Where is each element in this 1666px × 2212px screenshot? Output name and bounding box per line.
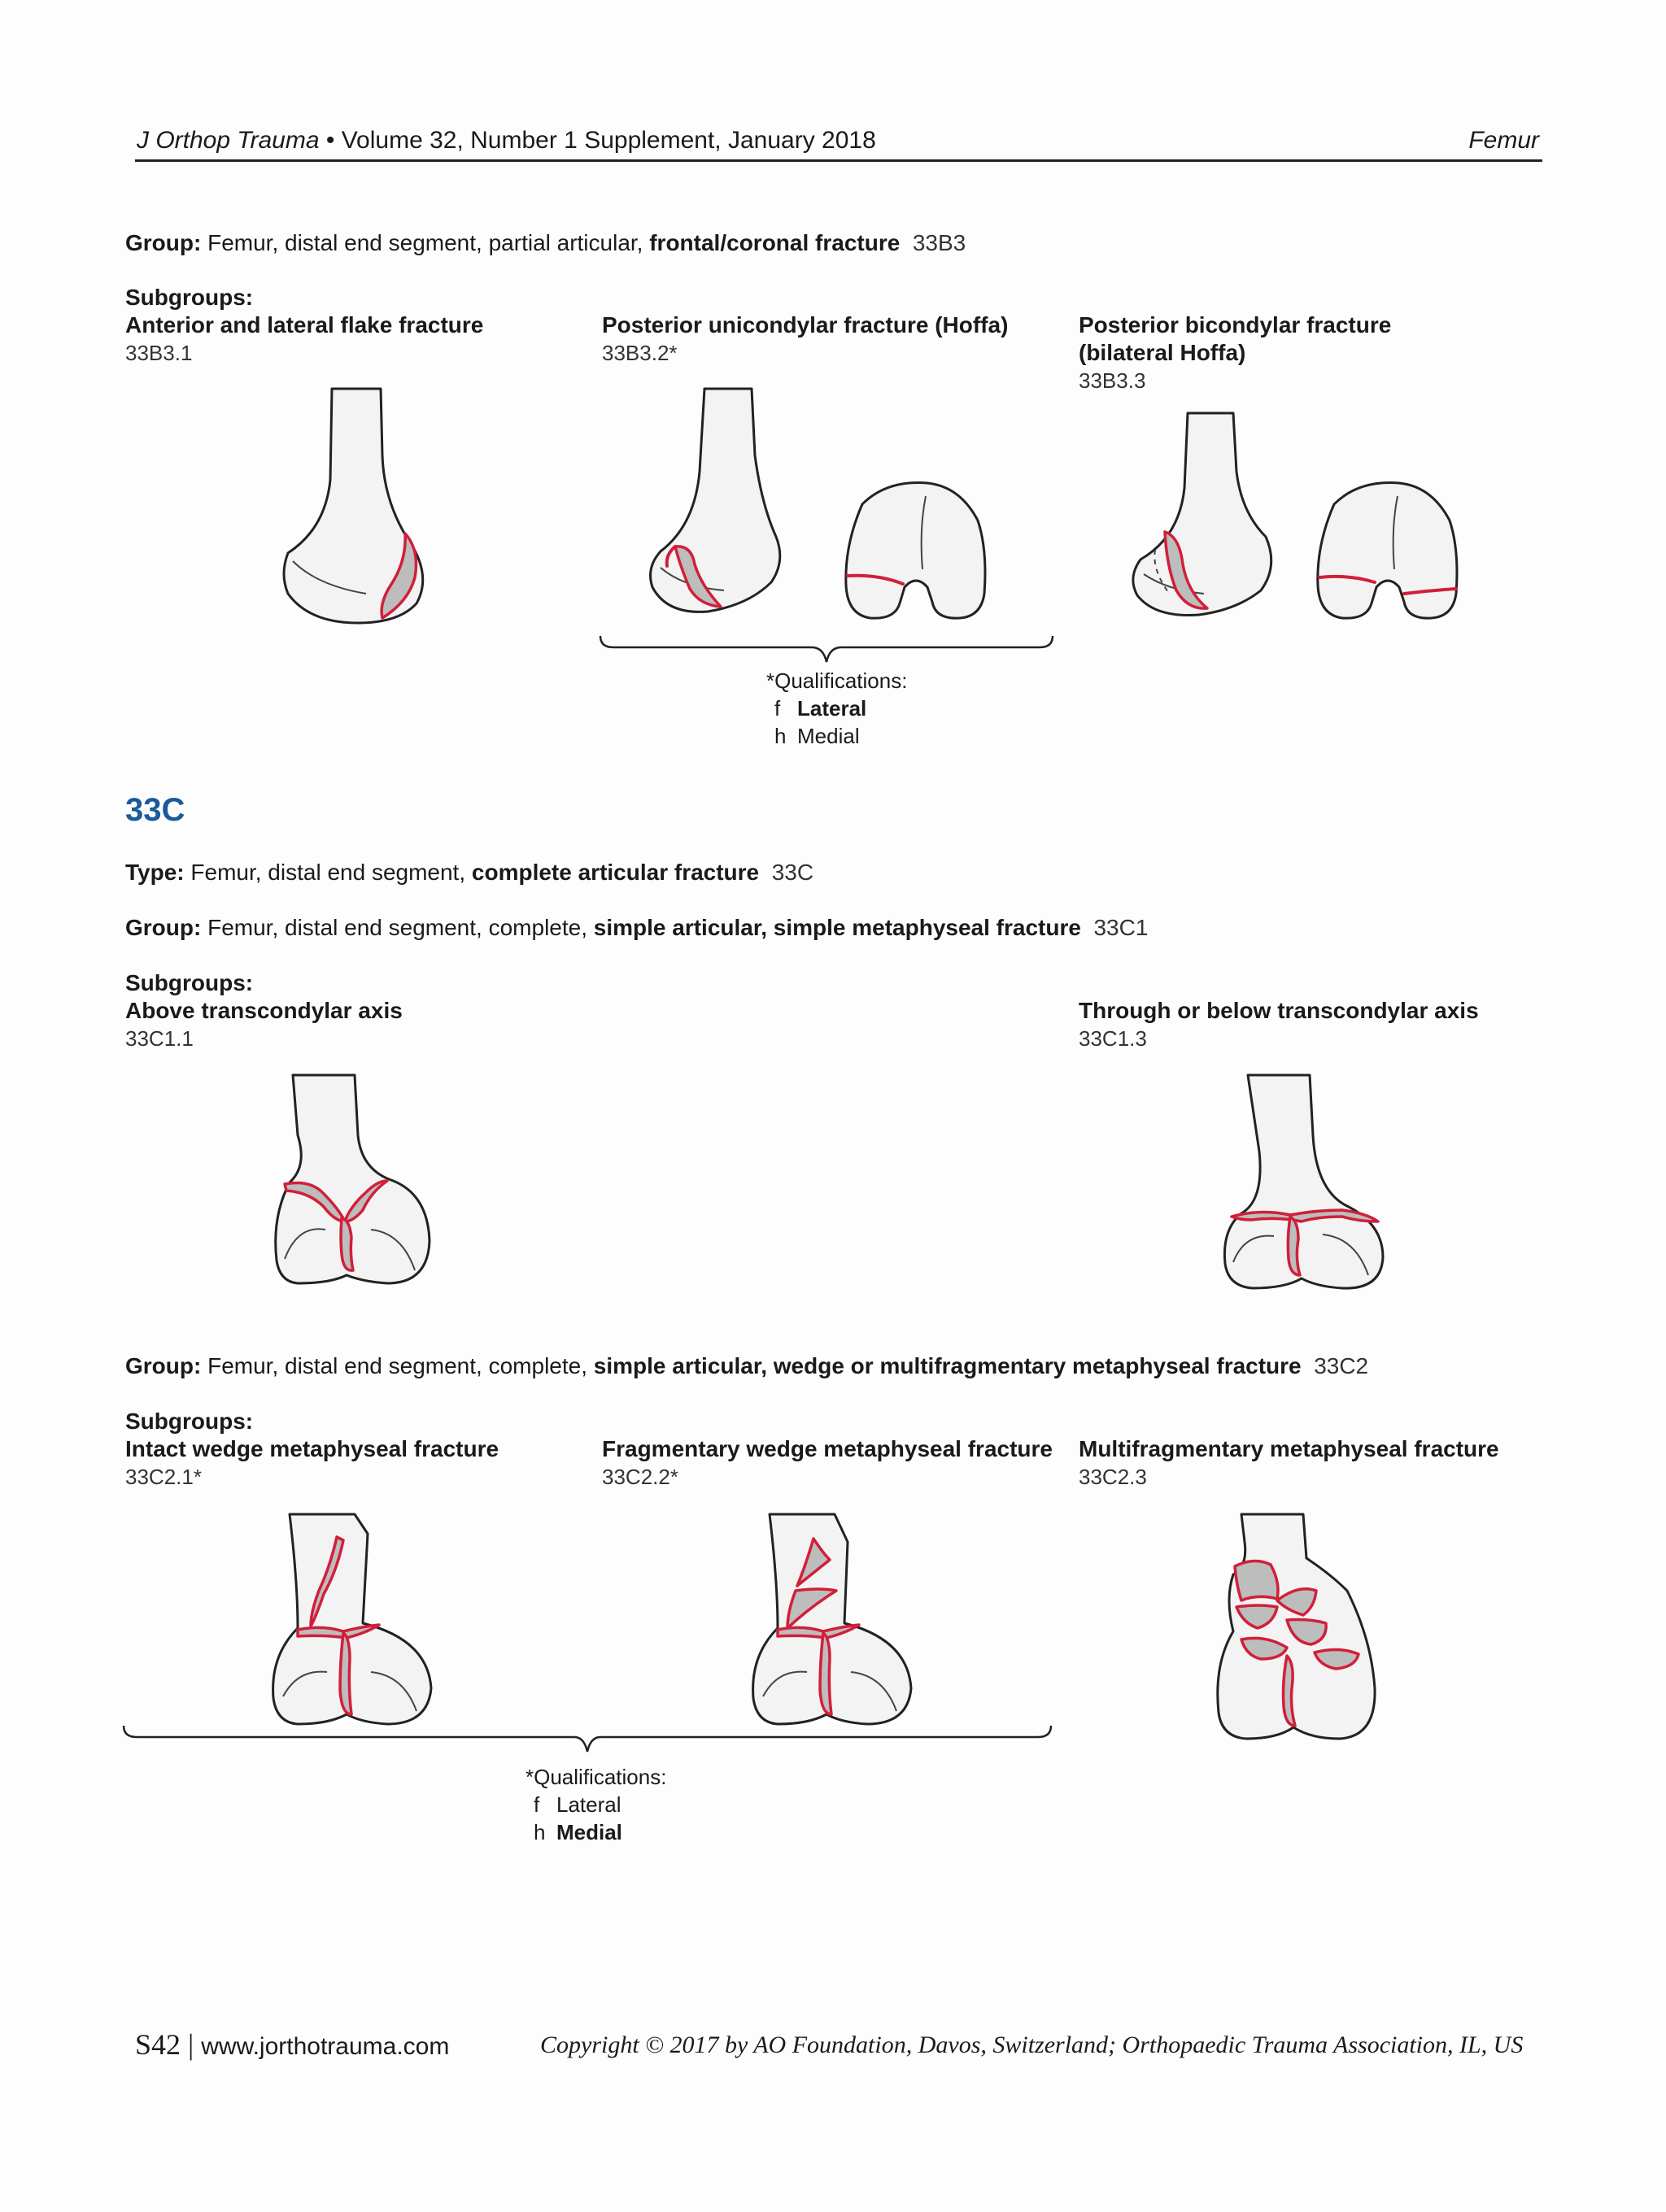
subgroup-title: Multifragmentary metaphyseal fracture [1079, 1436, 1499, 1461]
qualification-key: f [774, 696, 781, 721]
fracture-fragment-articular [340, 1633, 351, 1714]
subgroups-label: Subgroups: [125, 970, 254, 995]
subgroup-33c1-1 [125, 997, 403, 1052]
subgroup-title: Intact wedge metaphyseal fracture [125, 1436, 499, 1461]
brace-33b3-2-3 [599, 634, 1054, 667]
qualification-label: Medial [556, 1820, 622, 1844]
subgroup-code: 33C2.1* [125, 1465, 202, 1489]
section-name: Femur [1468, 127, 1539, 154]
group-code: 33C1 [1093, 915, 1149, 940]
illustration-33c2-2 [745, 1509, 924, 1737]
brace-33c2-1-2 [122, 1724, 1054, 1757]
fracture-fragment-transverse [1232, 1210, 1378, 1221]
journal-name: J Orthop Trauma [137, 127, 320, 154]
illustration-33b3-2-posterior [838, 472, 992, 626]
qualification-label: Lateral [797, 696, 867, 721]
qualification-lateral [766, 695, 907, 722]
qualification-medial [766, 722, 907, 750]
journal-issue: • Volume 32, Number 1 Supplement, January 2018 [319, 127, 876, 154]
group-label: Group: [125, 230, 202, 255]
footer-page-info [135, 2027, 449, 2062]
qualification-key: h [534, 1820, 546, 1844]
qualification-medial [526, 1818, 666, 1846]
illustration-33c1-3 [1212, 1070, 1399, 1298]
footer-separator: | [181, 2028, 202, 2061]
group-text: Femur, distal end segment, complete, [201, 1353, 594, 1378]
qualifications-title: *Qualifications: [766, 668, 908, 693]
illustration-33c1-1 [265, 1070, 444, 1298]
subgroup-title: Above transcondylar axis [125, 998, 403, 1023]
type-text: Femur, distal end segment, [184, 860, 472, 885]
subgroup-code: 33B3.3 [1079, 368, 1146, 393]
subgroup-33c2-1 [125, 1435, 499, 1491]
subgroup-title: Posterior unicondylar fracture (Hoffa) [602, 312, 1009, 337]
subgroup-title-line1: Posterior bicondylar fracture [1079, 312, 1392, 337]
subgroup-33b3-2 [602, 311, 1008, 367]
subgroup-33c1-3 [1079, 997, 1479, 1052]
subgroup-code: 33C1.1 [125, 1026, 194, 1051]
group-bold: simple articular, wedge or multifragmentary metaphyseal fracture [593, 1353, 1302, 1378]
femur-bone [651, 389, 780, 612]
group-33c2-line [125, 1352, 1368, 1380]
subgroup-title: Through or below transcondylar axis [1079, 998, 1479, 1023]
qualifications-title: *Qualifications: [526, 1765, 667, 1789]
type-code: 33C [771, 860, 814, 885]
illustration-33b3-3-posterior [1310, 472, 1489, 626]
qualification-label: Lateral [556, 1792, 621, 1817]
journal-citation [137, 127, 876, 155]
distal-femur-posterior [846, 483, 985, 619]
subgroup-33b3-3 [1079, 311, 1391, 394]
running-header [135, 122, 1542, 162]
group-label: Group: [125, 915, 202, 940]
subgroup-33c2-3 [1079, 1435, 1499, 1491]
type-bold: complete articular fracture [471, 860, 760, 885]
illustration-33b3-1 [268, 382, 447, 634]
qualifications-c2 [526, 1763, 666, 1846]
subgroup-33c2-2 [602, 1435, 1053, 1491]
group-code: 33C2 [1314, 1353, 1369, 1378]
illustration-33c2-3 [1209, 1509, 1396, 1753]
page-number: S42 [135, 2028, 181, 2061]
group-label: Group: [125, 1353, 202, 1378]
copyright-notice: Copyright © 2017 by AO Foundation, Davos, Switzerland; Orthopaedic Trauma Association, IL, US [540, 2031, 1524, 2058]
group-text: Femur, distal end segment, partial articular, [201, 230, 650, 255]
qualification-key: h [774, 724, 787, 748]
subgroup-code: 33C2.3 [1079, 1465, 1147, 1489]
subgroup-code: 33C1.3 [1079, 1026, 1147, 1051]
group-33b3-line [125, 229, 966, 257]
group-bold: frontal/coronal fracture [649, 230, 901, 255]
qualification-label: Medial [797, 724, 860, 748]
group-33c1-line [125, 914, 1148, 942]
subgroups-label: Subgroups: [125, 1409, 254, 1434]
type-label: Type: [125, 860, 185, 885]
subgroup-code: 33B3.1 [125, 341, 193, 365]
femur-bone [1133, 413, 1271, 616]
illustration-33c2-1 [265, 1509, 444, 1737]
illustration-33b3-2-lateral [643, 382, 789, 626]
qualifications-b3 [766, 667, 907, 750]
qualification-lateral [526, 1791, 666, 1818]
fragment-1 [1235, 1561, 1278, 1600]
group-code: 33B3 [912, 230, 966, 255]
subgroups-label: Subgroups: [125, 285, 254, 310]
subgroup-title: Fragmentary wedge metaphyseal fracture [602, 1436, 1053, 1461]
fracture-fragment-articular [820, 1633, 831, 1714]
group-text: Femur, distal end segment, complete, [201, 915, 594, 940]
subgroup-33b3-1 [125, 311, 483, 367]
section-heading-33c: 33C [125, 792, 185, 828]
subgroup-code: 33B3.2* [602, 341, 678, 365]
distal-femur-posterior [1318, 483, 1457, 619]
type-33c-line [125, 859, 813, 886]
subgroup-code: 33C2.2* [602, 1465, 678, 1489]
group-bold: simple articular, simple metaphyseal fracture [593, 915, 1081, 940]
illustration-33b3-3-lateral [1123, 407, 1293, 642]
journal-url[interactable]: www.jorthotrauma.com [201, 2033, 450, 2060]
subgroup-title-line2: (bilateral Hoffa) [1079, 340, 1246, 365]
subgroup-title: Anterior and lateral flake fracture [125, 312, 484, 337]
qualification-key: f [534, 1792, 540, 1817]
